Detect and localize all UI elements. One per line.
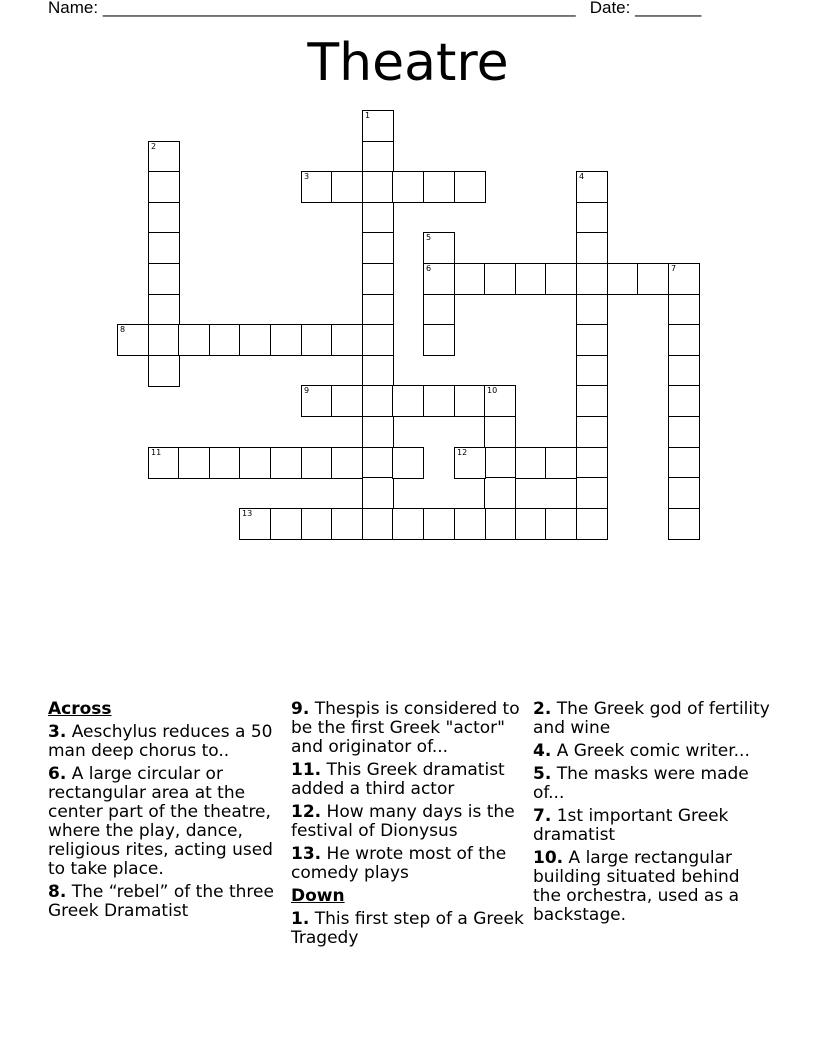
grid-cell[interactable]: [362, 263, 394, 295]
clue-text: This first step of a Greek Tragedy: [291, 909, 524, 948]
grid-cell[interactable]: [148, 294, 180, 326]
clue-number: 7.: [533, 806, 552, 826]
clue-number: 13.: [291, 844, 322, 864]
clue-text: The “rebel” of the three Greek Dramatist: [48, 882, 274, 921]
grid-cell[interactable]: [423, 232, 455, 264]
grid-cell[interactable]: [423, 263, 455, 295]
clue-number: 4.: [533, 741, 552, 761]
grid-cell[interactable]: [362, 416, 394, 448]
grid-cell[interactable]: [576, 232, 608, 264]
clue-number: 11.: [291, 760, 322, 780]
clue-across-13: [291, 845, 529, 883]
grid-cell[interactable]: [668, 416, 700, 448]
clue-number-label: 5: [426, 233, 432, 242]
clue-text: 1st important Greek dramatist: [533, 806, 729, 845]
clue-down-5: [533, 765, 771, 803]
clue-number-label: 13: [242, 509, 253, 518]
across-heading: Across: [48, 699, 112, 719]
clue-across-9: [291, 700, 529, 757]
grid-cell[interactable]: [362, 232, 394, 264]
name-label: Name:: [48, 0, 99, 17]
grid-cell[interactable]: [331, 447, 363, 479]
grid-cell[interactable]: [423, 294, 455, 326]
grid-cell[interactable]: [545, 508, 577, 540]
grid-cell[interactable]: [423, 171, 455, 203]
grid-cell[interactable]: [576, 263, 608, 295]
clue-text: The masks were made of...: [533, 764, 749, 803]
grid-cell[interactable]: [668, 447, 700, 479]
clue-number-label: 3: [304, 172, 310, 181]
date-blank[interactable]: _______: [635, 0, 702, 17]
grid-cell[interactable]: [209, 324, 241, 356]
grid-cell[interactable]: [301, 447, 333, 479]
grid-cell[interactable]: [454, 171, 486, 203]
grid-cell[interactable]: [148, 232, 180, 264]
grid-cell[interactable]: [545, 263, 577, 295]
grid-cell[interactable]: [362, 324, 394, 356]
clue-number-label: 2: [151, 142, 157, 151]
grid-cell[interactable]: [362, 477, 394, 509]
clue-number-label: 10: [487, 386, 498, 395]
clue-number-label: 12: [457, 448, 468, 457]
grid-cell[interactable]: [392, 508, 424, 540]
grid-cell[interactable]: [576, 324, 608, 356]
grid-cell[interactable]: [484, 263, 516, 295]
clue-number-label: 1: [365, 111, 371, 120]
grid-cell[interactable]: [668, 385, 700, 417]
clue-number: 6.: [48, 764, 67, 784]
grid-cell[interactable]: [668, 355, 700, 387]
clue-text: A large rectangular building situated behind the orchestra, used as a backstage.: [533, 848, 740, 925]
grid-cell[interactable]: [576, 385, 608, 417]
grid-cell[interactable]: [301, 508, 333, 540]
grid-cell[interactable]: [148, 355, 180, 387]
grid-cell[interactable]: [362, 355, 394, 387]
grid-cell[interactable]: [545, 447, 577, 479]
grid-cell[interactable]: [576, 355, 608, 387]
grid-cell[interactable]: [392, 171, 424, 203]
clue-number: 12.: [291, 802, 322, 822]
clue-text: How many days is the festival of Dionysus: [291, 802, 515, 841]
grid-cell[interactable]: [270, 508, 302, 540]
grid-cell[interactable]: [331, 385, 363, 417]
grid-cell[interactable]: [607, 263, 639, 295]
grid-cell[interactable]: [331, 324, 363, 356]
clue-down-7: [533, 807, 771, 845]
down-heading: Down: [291, 886, 345, 906]
clue-text: Thespis is considered to be the first Greek "actor" and originator of...: [291, 699, 520, 757]
grid-cell[interactable]: [148, 263, 180, 295]
clue-number: 5.: [533, 764, 552, 784]
grid-cell[interactable]: [148, 202, 180, 234]
clue-number-label: 6: [426, 264, 432, 273]
grid-cell[interactable]: [239, 447, 271, 479]
grid-cell[interactable]: [239, 324, 271, 356]
grid-cell[interactable]: [301, 171, 333, 203]
clue-text: This Greek dramatist added a third actor: [291, 760, 505, 799]
grid-cell[interactable]: [668, 508, 700, 540]
clue-across-6: [48, 765, 286, 879]
grid-cell[interactable]: [637, 263, 669, 295]
grid-cell[interactable]: [576, 447, 608, 479]
grid-cell[interactable]: [576, 294, 608, 326]
grid-cell[interactable]: [362, 171, 394, 203]
grid-cell[interactable]: [484, 508, 516, 540]
grid-cell[interactable]: [668, 263, 700, 295]
grid-cell[interactable]: [668, 324, 700, 356]
grid-cell[interactable]: [668, 477, 700, 509]
grid-cell[interactable]: [484, 447, 516, 479]
clue-text: A large circular or rectangular area at the center part of the theatre, where the play, dance, religious rites, acting used to take place.: [48, 764, 273, 879]
grid-cell[interactable]: [362, 141, 394, 173]
clue-number-label: 11: [151, 448, 162, 457]
grid-cell[interactable]: [576, 202, 608, 234]
grid-cell[interactable]: [331, 508, 363, 540]
grid-cell[interactable]: [392, 385, 424, 417]
grid-cell[interactable]: [239, 508, 271, 540]
clue-number-label: 9: [304, 386, 310, 395]
clue-text: Aeschylus reduces a 50 man deep chorus to..: [48, 722, 273, 761]
clue-down-2: [533, 700, 771, 738]
clue-text: The Greek god of fertility and wine: [533, 699, 770, 738]
grid-cell[interactable]: [362, 447, 394, 479]
page-title: Theatre: [307, 33, 509, 93]
grid-cell[interactable]: [362, 110, 394, 142]
clue-number: 2.: [533, 699, 552, 719]
grid-cell[interactable]: [148, 447, 180, 479]
grid-cell[interactable]: [117, 324, 149, 356]
grid-cell[interactable]: [454, 263, 486, 295]
grid-cell[interactable]: [515, 263, 547, 295]
clue-number-label: 7: [671, 264, 677, 273]
grid-cell[interactable]: [484, 477, 516, 509]
clue-text: He wrote most of the comedy plays: [291, 844, 507, 883]
grid-cell[interactable]: [270, 447, 302, 479]
grid-cell[interactable]: [362, 508, 394, 540]
clue-number-label: 8: [120, 325, 126, 334]
grid-cell[interactable]: [362, 294, 394, 326]
grid-cell[interactable]: [148, 324, 180, 356]
grid-cell[interactable]: [178, 447, 210, 479]
grid-cell[interactable]: [423, 385, 455, 417]
grid-cell[interactable]: [576, 416, 608, 448]
clue-text: A Greek comic writer...: [556, 741, 750, 761]
grid-cell[interactable]: [362, 385, 394, 417]
grid-cell[interactable]: [515, 508, 547, 540]
grid-cell[interactable]: [301, 324, 333, 356]
clue-across-12: [291, 803, 529, 841]
grid-cell[interactable]: [454, 508, 486, 540]
grid-cell[interactable]: [576, 477, 608, 509]
grid-cell[interactable]: [148, 171, 180, 203]
clue-number-label: 4: [579, 172, 585, 181]
clue-across-8: [48, 883, 286, 921]
grid-cell[interactable]: [576, 171, 608, 203]
grid-cell[interactable]: [209, 447, 241, 479]
grid-cell[interactable]: [515, 447, 547, 479]
clue-down-4: [533, 742, 771, 761]
grid-cell[interactable]: [392, 447, 424, 479]
grid-cell[interactable]: [484, 385, 516, 417]
grid-cell[interactable]: [668, 294, 700, 326]
grid-cell[interactable]: [148, 141, 180, 173]
grid-cell[interactable]: [484, 416, 516, 448]
grid-cell[interactable]: [454, 385, 486, 417]
clue-column-3: [533, 700, 771, 929]
clue-column-1: [48, 700, 286, 925]
grid-cell[interactable]: [454, 447, 486, 479]
date-label: Date:: [589, 0, 631, 17]
clue-number: 1.: [291, 909, 310, 929]
clue-number: 8.: [48, 882, 67, 902]
grid-cell[interactable]: [362, 202, 394, 234]
clue-across-3: [48, 723, 286, 761]
grid-cell[interactable]: [301, 385, 333, 417]
grid-cell[interactable]: [270, 324, 302, 356]
name-blank[interactable]: __________________________________________________: [102, 0, 576, 17]
clue-number: 10.: [533, 848, 564, 868]
grid-cell[interactable]: [423, 508, 455, 540]
clue-down-10: [533, 849, 771, 925]
clue-column-2: [291, 700, 529, 952]
grid-cell[interactable]: [178, 324, 210, 356]
grid-cell[interactable]: [331, 171, 363, 203]
clue-across-11: [291, 761, 529, 799]
clue-down-1: [291, 910, 529, 948]
clue-number: 3.: [48, 722, 67, 742]
grid-cell[interactable]: [576, 508, 608, 540]
clue-number: 9.: [291, 699, 310, 719]
grid-cell[interactable]: [423, 324, 455, 356]
